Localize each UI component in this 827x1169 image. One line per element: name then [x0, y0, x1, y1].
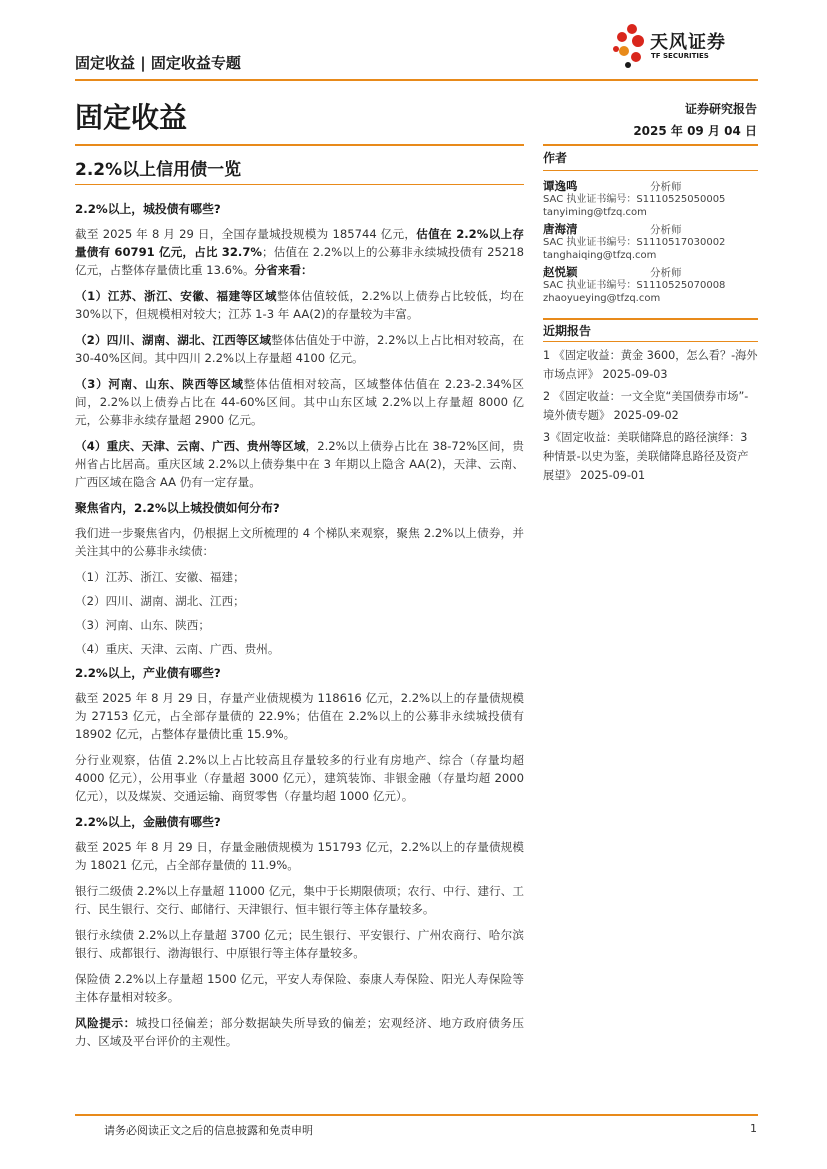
list-item: （4）重庆、天津、云南、广西、贵州。 — [75, 642, 280, 656]
paragraph: 我们进一步聚焦省内，仍根据上文所梳理的 4 个梯队来观察，聚焦 2.2%以上债券，并关注其中的公募非永续债： — [75, 526, 524, 558]
recent-divider — [543, 318, 758, 320]
analyst-role: 分析师 — [650, 224, 682, 236]
list-item: （2）四川、湖南、湖北、江西； — [75, 594, 245, 608]
recent-divider — [543, 341, 758, 342]
analyst-card — [543, 179, 758, 219]
section-title: 聚焦省内，2.2%以上城投债如何分布? — [75, 501, 280, 515]
sidebar-divider — [543, 144, 758, 146]
report-type: 证券研究报告 — [684, 102, 757, 116]
recent-report-link[interactable]: 2 《固定收益：一文全览“美国债券市场”-境外债专题》 2025-09-02 — [543, 390, 749, 422]
analyst-card — [543, 222, 758, 262]
recent-report-link[interactable]: 1 《固定收益：黄金 3600，怎么看？-海外市场点评》 2025-09-03 — [543, 349, 758, 381]
report-category: 固定收益 | 固定收益专题 — [75, 54, 241, 72]
authors-heading: 作者 — [543, 151, 568, 165]
analyst-cert: SAC 执业证书编号：S1110525050005 — [543, 194, 726, 205]
paragraph: 保险债 2.2%以上存量超 1500 亿元，平安人寿保险、泰康人寿保险、阳光人寿保险等主体存量相对较多。 — [75, 972, 524, 1004]
analyst-cert: SAC 执业证书编号：S1110517030002 — [543, 237, 726, 248]
title-divider — [75, 144, 524, 146]
page-title: 固定收益 — [75, 101, 188, 134]
analyst-email-link[interactable]: tanyiming@tfzq.com — [543, 207, 647, 218]
paragraph: 银行永续债 2.2%以上存量超 3700 亿元；民生银行、平安银行、广州农商行、哈尔滨银行、成都银行、渤海银行、中原银行等主体存量较多。 — [75, 928, 524, 960]
analyst-name: 唐海清 — [543, 222, 578, 236]
analyst-role: 分析师 — [650, 181, 682, 193]
paragraph: （4）重庆、天津、云南、广西、贵州等区域，2.2%以上债券占比在 38-72%区间，贵州省占比居高。重庆区域 2.2%以上债券集中在 3 年期以上隐含 AA(2)，天津、云南、广西区域在隐含 AA 仍有一定存量。 — [75, 439, 524, 489]
analyst-email-link[interactable]: tanghaiqing@tfzq.com — [543, 250, 657, 261]
paragraph: 截至 2025 年 8 月 29 日，存量金融债规模为 151793 亿元，2.2%以上的存量债规模为 18021 亿元，占全部存量债的 11.9%。 — [75, 840, 524, 872]
paragraph: （1）江苏、浙江、安徽、福建等区域整体估值较低，2.2%以上债券占比较低，均在 30%以下，但规模相对较大；江苏 1-3 年 AA(2)的存量较为丰富。 — [75, 289, 524, 321]
report-date: 2025 年 09 月 04 日 — [633, 124, 757, 138]
analyst-name: 谭逸鸣 — [543, 179, 578, 193]
footer-divider — [75, 1114, 758, 1116]
paragraph: 截至 2025 年 8 月 29 日，全国存量城投规模为 185744 亿元，估值在 2.2%以上存量债有 60791 亿元，占比 32.7%；估值在 2.2%以上的公募非永续城投债有 25218 亿元，占整体存量债比重 13.6%。分省来看： — [75, 227, 524, 277]
analyst-email-link[interactable]: zhaoyueying@tfzq.com — [543, 293, 661, 304]
paragraph: 截至 2025 年 8 月 29 日，存量产业债规模为 118616 亿元，2.2%以上的存量债规模为 27153 亿元，占全部存量债的 22.9%；估值在 2.2%以上的公募非永续城投债有 18902 亿元，占整体存量债比重 15.9%。 — [75, 691, 524, 741]
section-title: 2.2%以上，金融债有哪些? — [75, 815, 221, 829]
sidebar-divider — [543, 170, 758, 171]
section-title: 2.2%以上，产业债有哪些? — [75, 666, 221, 680]
page-number: 1 — [750, 1122, 757, 1135]
list-item: （1）江苏、浙江、安徽、福建； — [75, 570, 245, 584]
analyst-role: 分析师 — [650, 267, 682, 279]
paragraph: （2）四川、湖南、湖北、江西等区域整体估值处于中游，2.2%以上占比相对较高，在 30-40%区间。其中四川 2.2%以上存量超 4100 亿元。 — [75, 333, 524, 365]
report-subtitle: 2.2%以上信用债一览 — [75, 160, 242, 180]
recent-report-link[interactable]: 3《固定收益：美联储降息的路径演绎：3 种情景-以史为鉴，美联储降息路径及资产展望》 2025-09-01 — [543, 431, 749, 482]
paragraph: 银行二级债 2.2%以上存量超 11000 亿元，集中于长期限债项；农行、中行、建行、工行、民生银行、交行、邮储行、天津银行、恒丰银行等主体存量较多。 — [75, 884, 524, 916]
header-divider — [75, 79, 758, 81]
paragraph: 分行业观察，估值 2.2%以上占比较高且存量较多的行业有房地产、综合（存量均超 4000 亿元），公用事业（存量超 3000 亿元），建筑装饰、非银金融（存量均超 2000 亿元），以及煤炭、交通运输、商贸零售（存量均超 1000 亿元）。 — [75, 753, 524, 803]
recent-reports-list — [543, 346, 759, 488]
logo-text-en: TF SECURITIES — [651, 52, 709, 60]
main-content — [75, 200, 524, 1058]
analyst-cert: SAC 执业证书编号：S1110525070008 — [543, 280, 726, 291]
disclaimer-text: 请务必阅读正文之后的信息披露和免责申明 — [104, 1124, 313, 1137]
analyst-card — [543, 265, 758, 305]
section-title: 2.2%以上，城投债有哪些? — [75, 202, 221, 216]
sidebar — [543, 144, 758, 305]
logo-text-cn: 天风证券 — [650, 32, 726, 53]
subtitle-divider — [75, 184, 524, 185]
list-item: （3）河南、山东、陕西； — [75, 618, 210, 632]
recent-reports-heading: 近期报告 — [543, 324, 592, 338]
paragraph: （3）河南、山东、陕西等区域整体估值相对较高，区域整体估值在 2.23-2.34%区间，2.2%以上债券占比在 44-60%区间。其中山东区域 2.2%以上存量超 8000 亿元，公募非永续存量超 2900 亿元。 — [75, 377, 524, 427]
risk-warning: 风险提示：城投口径偏差；部分数据缺失所导致的偏差；宏观经济、地方政府债务压力、区域及平台评价的主观性。 — [75, 1016, 524, 1048]
analyst-name: 赵悦颖 — [543, 265, 578, 279]
